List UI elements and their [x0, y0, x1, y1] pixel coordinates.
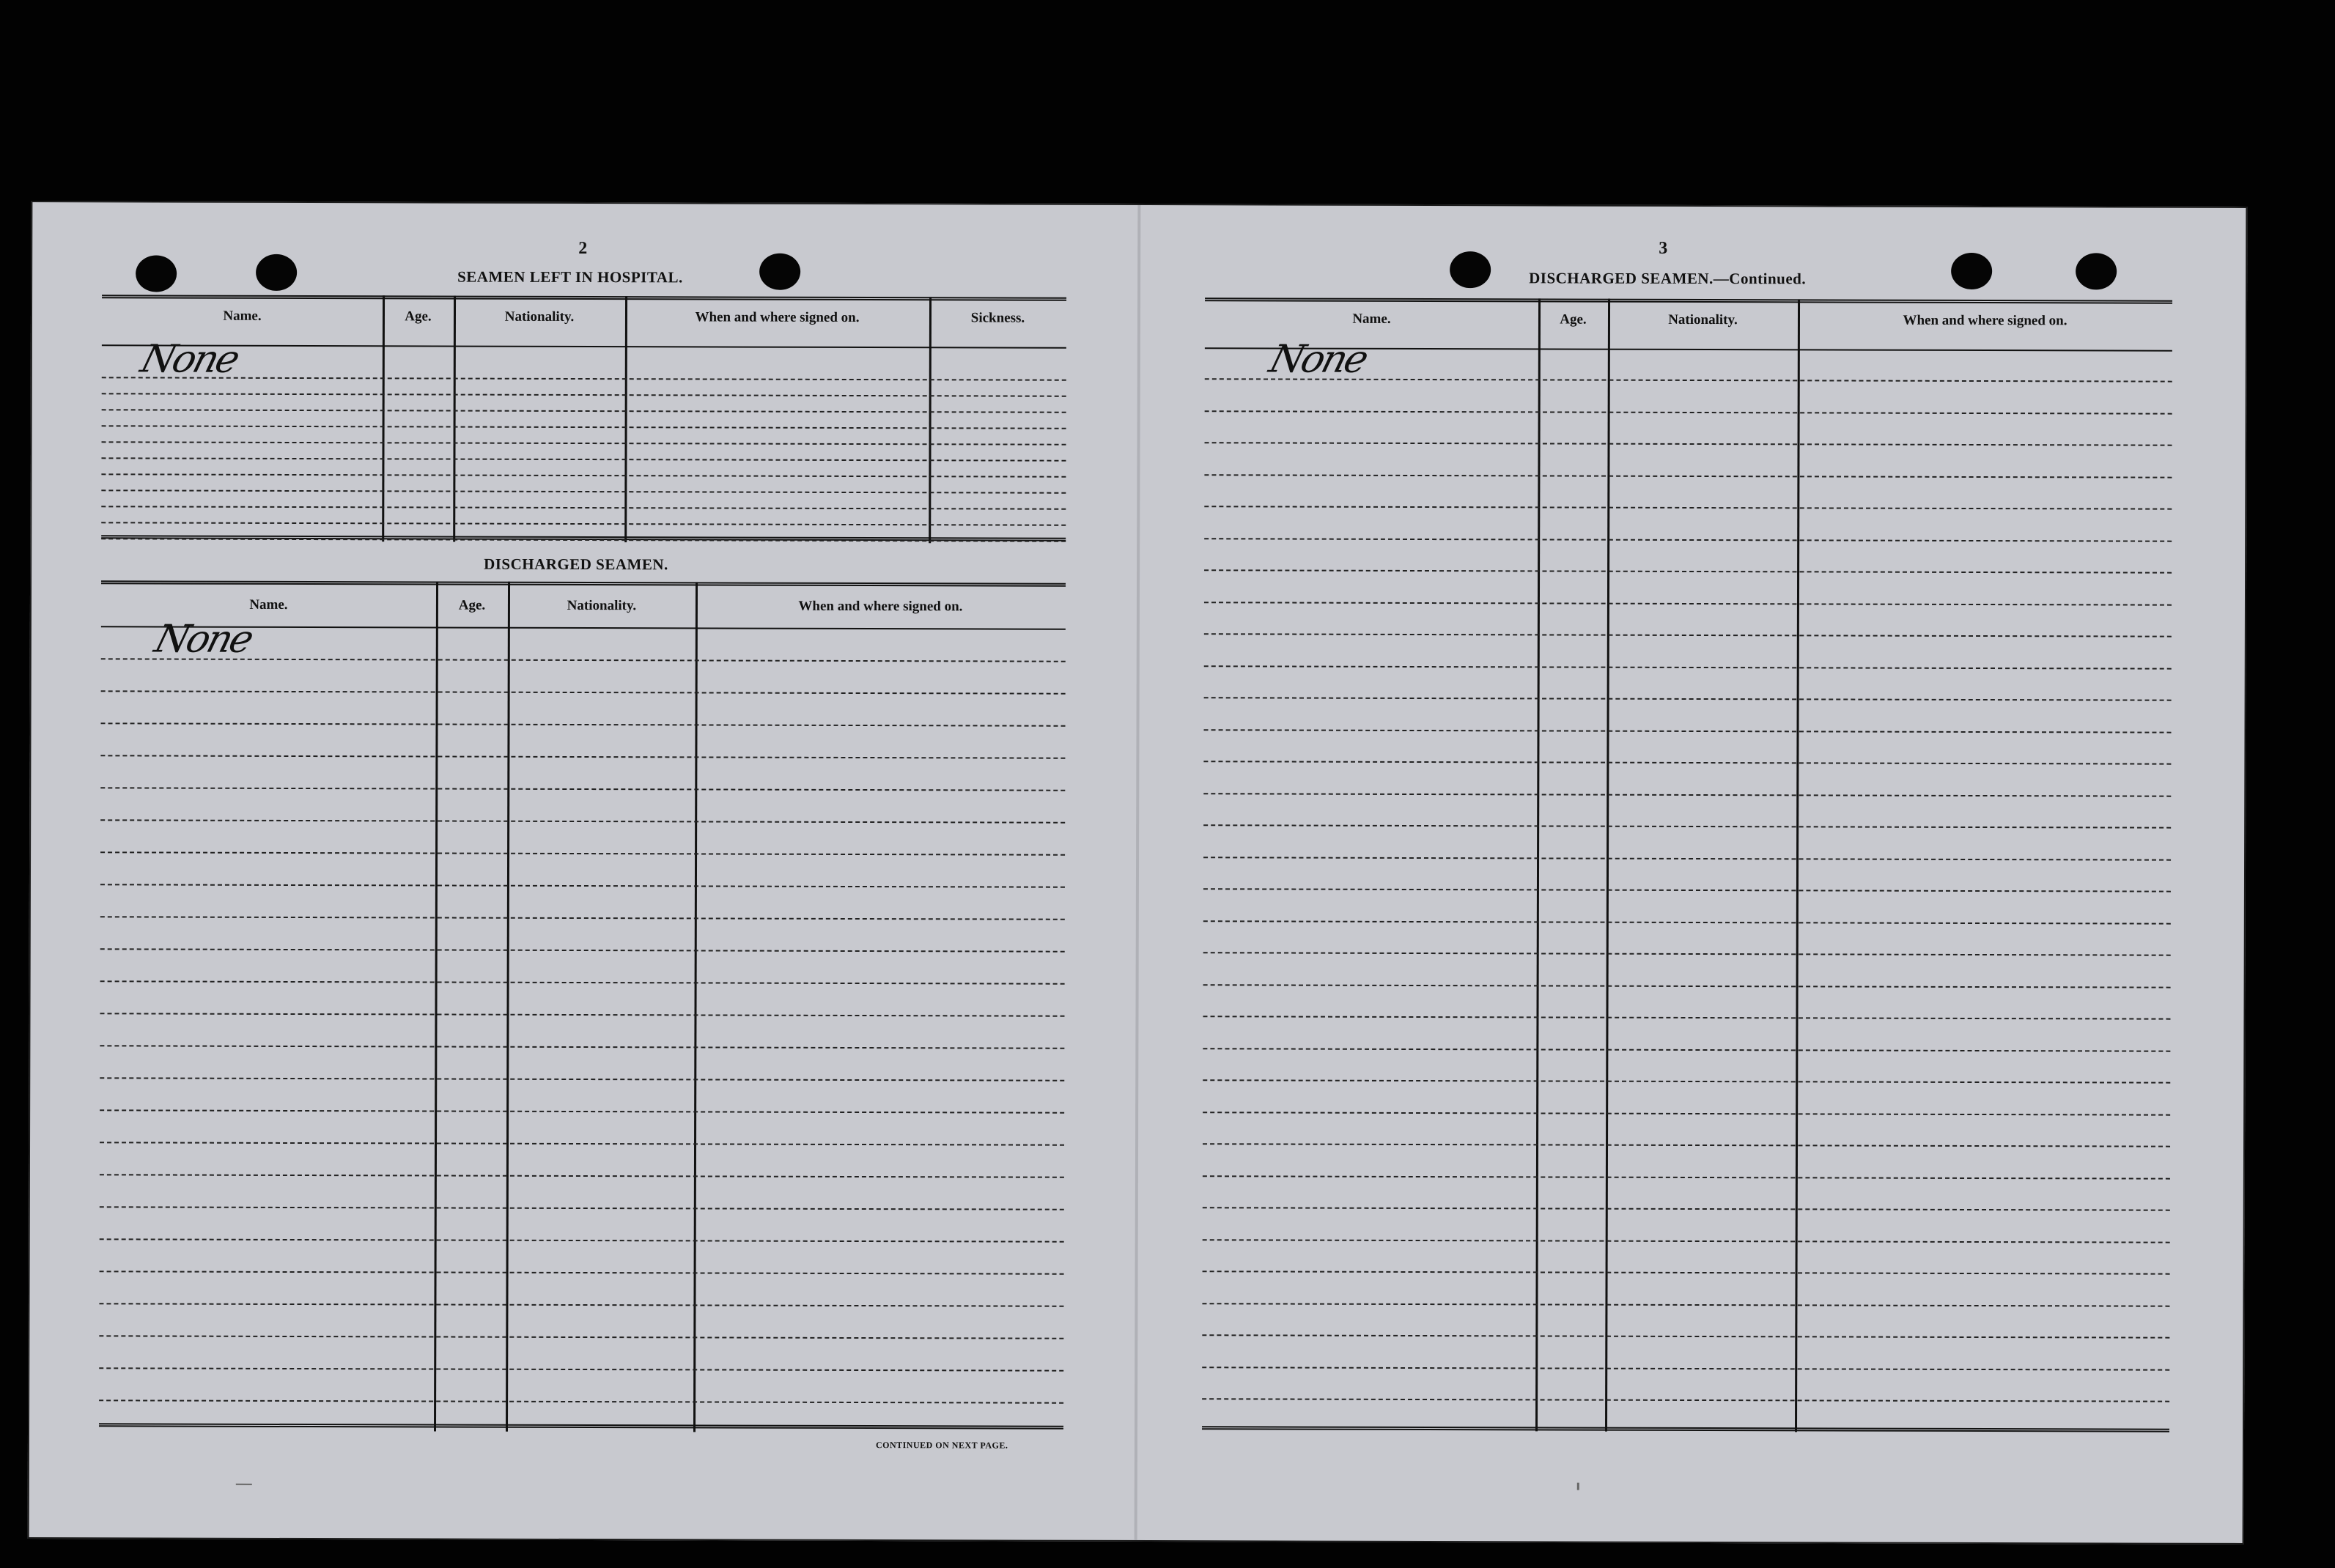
- col-header-signed-on: When and where signed on.: [695, 309, 860, 326]
- column-divider: [929, 297, 932, 543]
- ruled-row-line: [1204, 729, 2172, 733]
- ruled-row-line: [99, 1367, 1063, 1371]
- ruled-row-line: [100, 884, 1065, 887]
- hospital-table: [101, 295, 1066, 543]
- table-top-rule: [101, 580, 1066, 586]
- ruled-row-line: [101, 722, 1066, 726]
- ruled-row-line: [101, 457, 1066, 461]
- ruled-row-line: [100, 1077, 1064, 1081]
- col-header-nationality: Nationality.: [1668, 311, 1738, 328]
- ruled-row-line: [1203, 920, 2171, 924]
- col-header-name: Name.: [223, 308, 262, 324]
- ruled-row-line: [1205, 410, 2172, 414]
- ruled-row-line: [1203, 1048, 2170, 1051]
- ruled-row-line: [1203, 1079, 2170, 1083]
- column-divider: [1795, 299, 1800, 1432]
- handwritten-entry: None: [150, 617, 257, 662]
- punch-hole: [136, 255, 177, 292]
- punch-hole: [256, 254, 297, 291]
- ruled-row-line: [1203, 857, 2171, 860]
- page-number: 3: [1659, 238, 1668, 258]
- ruled-row-line: [99, 1303, 1063, 1306]
- ruled-row-line: [1203, 824, 2171, 828]
- ruled-row-line: [101, 690, 1066, 694]
- ruled-row-line: [1203, 1175, 2170, 1179]
- ruled-row-line: [100, 1271, 1064, 1274]
- ruled-row-line: [1205, 442, 2172, 445]
- ruled-row-line: [99, 1399, 1063, 1403]
- ruled-row-line: [1204, 474, 2172, 478]
- table-top-rule: [1205, 297, 2172, 303]
- paper-mark: [1577, 1483, 1579, 1490]
- left-page: [29, 202, 1138, 1540]
- page-number: 2: [578, 239, 588, 259]
- ruled-row-line: [101, 522, 1066, 525]
- ruled-row-line: [102, 409, 1066, 413]
- ruled-row-line: [1202, 1334, 2169, 1338]
- ruled-row-line: [1203, 888, 2171, 892]
- ruled-row-line: [101, 506, 1066, 509]
- ruled-row-line: [1204, 633, 2172, 637]
- punch-hole: [759, 254, 800, 290]
- discharged-section-heading: DISCHARGED SEAMEN.: [484, 555, 668, 574]
- ruled-row-line: [101, 489, 1066, 493]
- ruled-row-line: [99, 1335, 1063, 1339]
- ruled-row-line: [101, 473, 1066, 477]
- ruled-row-line: [100, 916, 1065, 920]
- ruled-row-line: [1204, 569, 2172, 573]
- col-header-signed-on: When and where signed on.: [798, 598, 963, 615]
- ruled-row-line: [1204, 697, 2172, 700]
- punch-hole: [2076, 253, 2117, 289]
- ruled-row-line: [102, 393, 1066, 396]
- ruled-row-line: [1203, 793, 2171, 796]
- column-divider: [624, 296, 627, 542]
- ruled-row-line: [1203, 1112, 2170, 1115]
- ruled-row-line: [100, 948, 1065, 952]
- discharged-table: [99, 580, 1066, 1432]
- ruled-row-line: [1203, 1239, 2170, 1243]
- continued-note: CONTINUED ON NEXT PAGE.: [875, 1440, 1008, 1451]
- col-header-nationality: Nationality.: [504, 308, 575, 325]
- ruled-row-line: [102, 441, 1066, 445]
- header-rule: [102, 344, 1066, 348]
- handwritten-entry: None: [136, 337, 243, 382]
- discharged-continued-table: [1202, 297, 2172, 1432]
- ruled-row-line: [1202, 1303, 2169, 1306]
- ruled-row-line: [1203, 952, 2171, 955]
- ruled-row-line: [102, 377, 1066, 380]
- col-header-name: Name.: [1352, 311, 1391, 327]
- ruled-row-line: [100, 819, 1065, 823]
- ruled-row-line: [100, 755, 1065, 758]
- handwritten-entry: None: [1264, 337, 1372, 382]
- col-header-age: Age.: [405, 308, 432, 325]
- ruled-row-line: [102, 425, 1066, 429]
- ruled-row-line: [100, 1013, 1064, 1016]
- ruled-row-line: [100, 1142, 1064, 1145]
- col-header-sickness: Sickness.: [970, 310, 1025, 326]
- punch-hole: [1951, 253, 1992, 289]
- ruled-row-line: [100, 980, 1065, 984]
- ruled-row-line: [101, 658, 1066, 662]
- col-header-signed-on: When and where signed on.: [1903, 312, 2067, 329]
- right-page: [1137, 205, 2246, 1543]
- table-top-rule: [102, 295, 1066, 300]
- ruled-row-line: [100, 787, 1065, 791]
- ruled-row-line: [1202, 1398, 2169, 1402]
- discharged-continued-heading: DISCHARGED SEAMEN.—Continued.: [1529, 269, 1807, 288]
- col-header-name: Name.: [249, 596, 288, 613]
- ruled-row-line: [1204, 602, 2172, 605]
- ruled-row-line: [100, 851, 1065, 855]
- ruled-row-line: [1204, 665, 2172, 669]
- ruled-row-line: [100, 1109, 1064, 1113]
- punch-hole: [1450, 251, 1491, 288]
- ruled-row-line: [1203, 984, 2171, 988]
- col-header-age: Age.: [1560, 311, 1587, 328]
- col-header-nationality: Nationality.: [567, 597, 637, 614]
- hospital-section-heading: SEAMEN LEFT IN HOSPITAL.: [457, 267, 683, 286]
- ruled-row-line: [1204, 506, 2172, 509]
- ruled-row-line: [1204, 538, 2172, 541]
- ruled-row-line: [1202, 1367, 2169, 1370]
- ledger-spread: [28, 201, 2248, 1545]
- paper-mark: [236, 1484, 252, 1485]
- column-divider: [382, 295, 385, 541]
- column-divider: [1535, 298, 1541, 1431]
- ruled-row-line: [100, 1174, 1064, 1177]
- column-divider: [453, 296, 456, 542]
- ruled-row-line: [1203, 1271, 2170, 1274]
- table-bottom-rule: [1202, 1426, 2169, 1432]
- ruled-row-line: [1203, 1016, 2170, 1019]
- ruled-row-line: [1203, 1143, 2170, 1147]
- table-bottom-rule: [99, 1423, 1063, 1429]
- col-header-age: Age.: [458, 597, 486, 613]
- ruled-row-line: [1203, 1207, 2170, 1210]
- column-divider: [1605, 299, 1610, 1432]
- ruled-row-line: [100, 1045, 1064, 1049]
- ruled-row-line: [100, 1206, 1064, 1210]
- ruled-row-line: [100, 1238, 1064, 1242]
- ruled-row-line: [1203, 761, 2171, 764]
